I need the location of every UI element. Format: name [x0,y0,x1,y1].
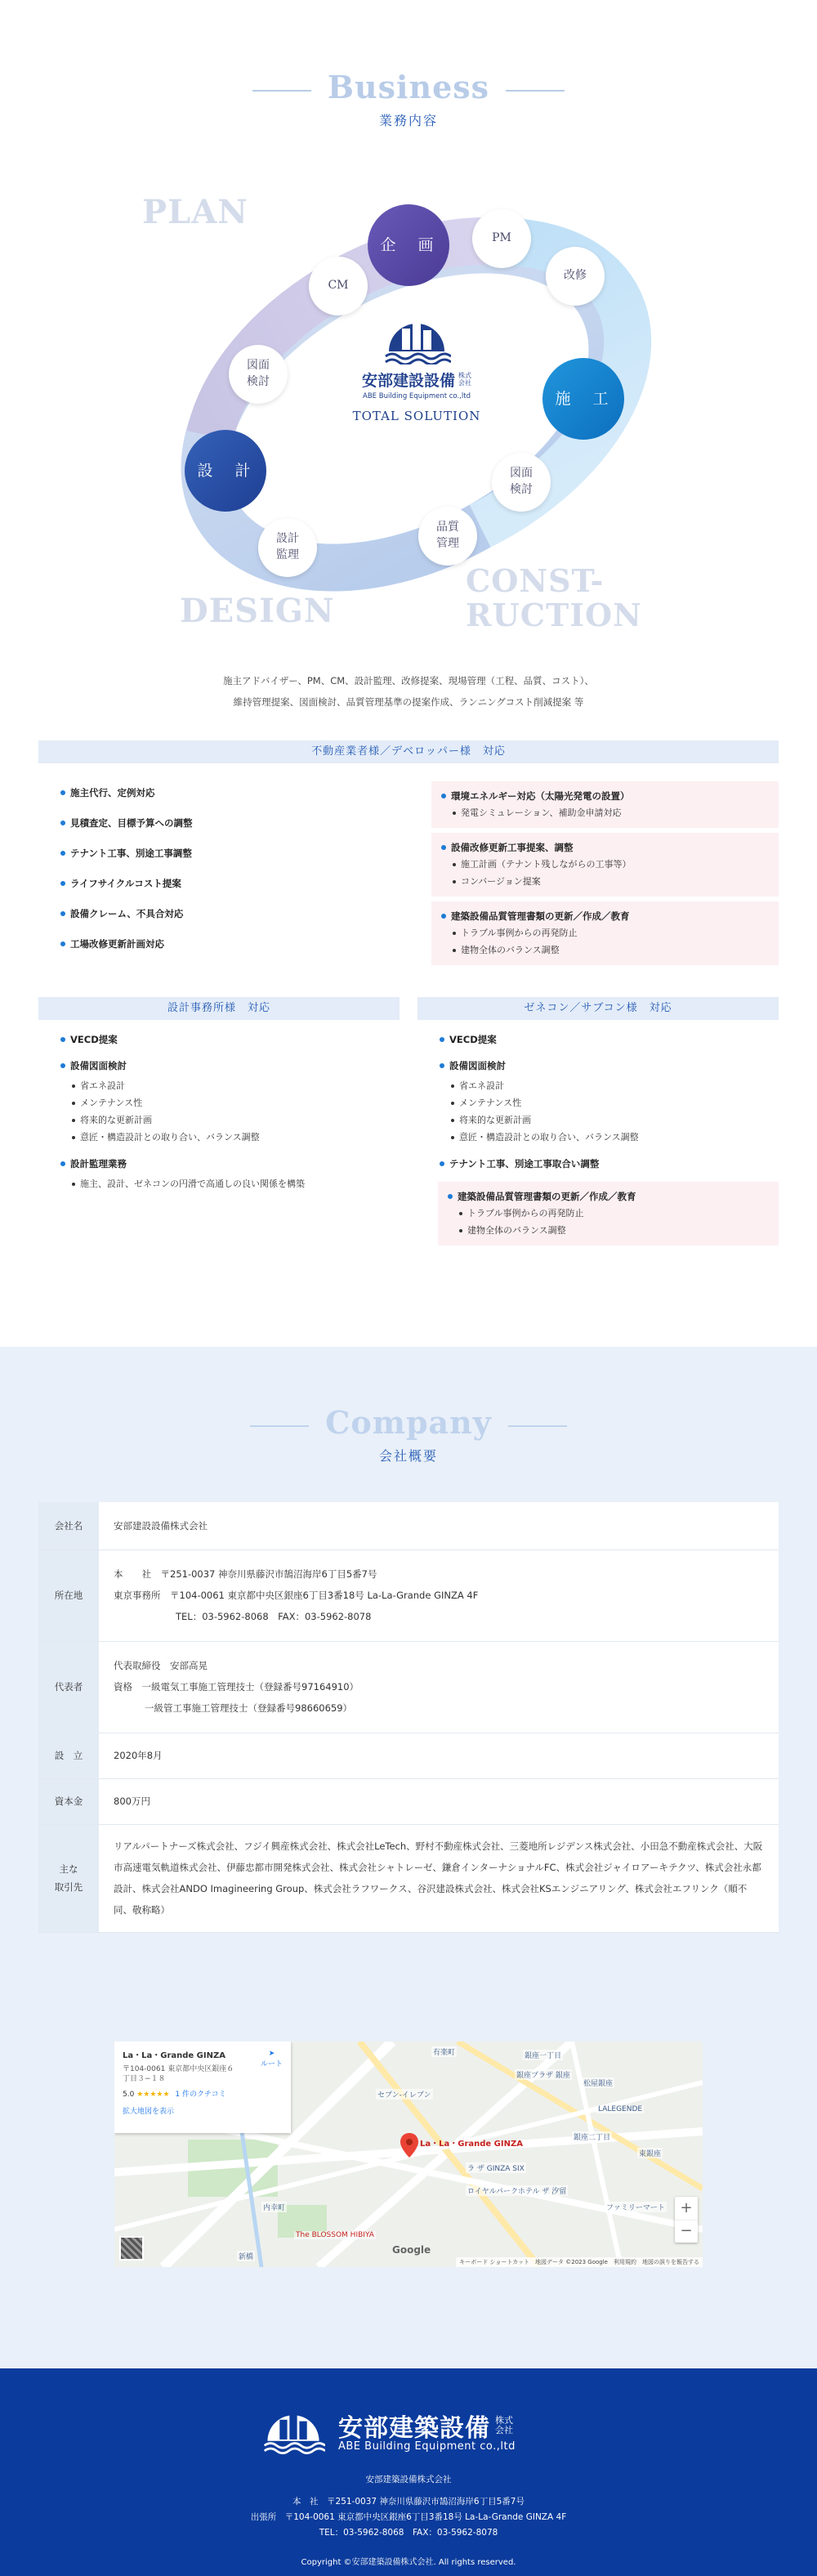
list-item: テナント工事、別途工事調整 [59,845,402,861]
zoom-out-button[interactable]: − [675,2220,698,2243]
footer-company-name: 安部建築設備株式会社 [365,2475,452,2484]
list-item: 見積査定、目標予算への調整 [59,815,402,831]
map-label: ロイヤルパークホテル ザ 汐留 [466,2185,568,2196]
sub-item: 省エネ設計 [59,1077,394,1094]
node-seko: 施 工 [542,358,624,440]
business-heading [0,69,817,129]
sub-item: 建物全体のバランス調整 [440,941,770,959]
services-line-2: 維持管理提案、図面検討、品質管理基準の提案作成、ランニングコスト削減提案 等 [233,696,584,708]
services-summary [0,670,817,713]
reviews-link[interactable]: 1 件のクチコミ [175,2091,226,2099]
google-logo: Google [392,2244,431,2256]
established-value: 2020年8月 [99,1733,779,1778]
developer-left-list [59,785,402,966]
route-button[interactable] [261,2050,283,2068]
street-view-thumbnail[interactable] [119,2236,144,2261]
heading-line-right [506,90,565,92]
sub-item: メンテナンス性 [438,1094,779,1111]
company-table [38,1502,779,1933]
total-solution-diagram [142,163,670,654]
list-item: 設備図面検討 [438,1058,779,1074]
list-item: 工場改修更新計画対応 [59,936,402,952]
list-item: ライフサイクルコスト提案 [59,875,402,892]
total-solution-label: TOTAL SOLUTION [352,409,481,423]
heading-line-left [252,90,311,92]
list-item: テナント工事、別途工事取合い調整 [438,1156,779,1172]
list-item: 建築設備品質管理書類の更新／作成／教育 [440,908,770,924]
sub-item: 意匠・構造設計との取り合い、バランス調整 [59,1129,394,1146]
company-heading [0,1404,817,1465]
design-office-header: 設計事務所様 対応 [38,997,400,1020]
sub-item: 発電シミュレーション、補助金申請対応 [440,804,770,821]
company-heading-en: Company [325,1404,492,1441]
table-row [38,1641,779,1733]
highlight-box [438,1182,779,1246]
footer-logo [261,2401,556,2458]
capital-value: 800万円 [99,1778,779,1824]
list-item: VECD提案 [59,1031,394,1048]
rep-line-2: 資格 一級電気工事施工管理技士（登録番号97164910） [114,1681,359,1693]
general-contractor-list [438,1031,779,1250]
node-kaishu: 改修 [546,247,605,306]
rating-value: 5.0 [123,2091,135,2099]
map-pin-icon [400,2133,418,2158]
footer-address [0,2494,817,2541]
company-name-value: 安部建設設備株式会社 [99,1502,779,1550]
address-line-2: 東京事務所 〒104-0061 東京都中央区銀座6丁目3番18号 La-La-Grande GINZA 4F [114,1590,479,1601]
sub-item: コンバージョン提案 [440,873,770,890]
zoom-in-button[interactable]: + [680,2199,693,2216]
sub-item: トラブル事例からの再発防止 [446,1205,770,1222]
list-item: 設備図面検討 [59,1058,394,1074]
map-label: 銀座二丁目 [572,2131,612,2142]
node-pm: PM [472,209,531,268]
sub-item: 将来的な更新計画 [59,1111,394,1129]
table-row [38,1733,779,1778]
business-heading-ja: 業務内容 [378,113,438,128]
list-item: 設備クレーム、不具合対応 [59,906,402,922]
sub-item: メンテナンス性 [59,1094,394,1111]
map-label: LALEGENDE [598,2105,643,2113]
map-label: 銀座プラザ 銀座 [515,2069,572,2080]
list-item: 設備改修更新工事提案、調整 [440,839,770,856]
sub-item: 施工計画（テナント残しながらの工事等） [440,856,770,873]
footer-logo-kabu: 株式 会社 [495,2414,513,2435]
general-contractor-header: ゼネコン／サブコン様 対応 [417,997,779,1020]
route-label: ルート [260,2060,283,2068]
footer-address-1: 本 社 〒251-0037 神奈川県藤沢市鵠沼海岸6丁目5番7号 [292,2497,525,2507]
map-label: セブン-イレブン [376,2089,433,2100]
company-heading-ja: 会社概要 [378,1448,438,1464]
highlight-box [431,781,779,828]
construction-label-1: CONST- [466,562,605,599]
node-cm: CM [309,257,368,315]
footer-address-2: 出張所 〒104-0061 東京都中央区銀座6丁目3番18号 La-La-Grande GINZA 4F [250,2512,567,2522]
building-logo-icon [261,2401,325,2455]
map-attribution: キーボード ショートカット 地図データ ©2023 Google 利用規約 地図の誤りを報告する [456,2257,703,2267]
map-pin[interactable] [400,2133,418,2160]
table-row [38,1778,779,1824]
footer-logo-en: ABE Building Equipment co.,ltd [338,2440,516,2453]
rating-stars-icon: ★★★★★ [136,2091,170,2099]
sub-item: トラブル事例からの再発防止 [440,924,770,941]
heading-line-left [250,1425,309,1427]
center-logo [343,311,490,423]
row-label: 会社名 [38,1502,99,1550]
plan-label: PLAN [142,193,248,231]
map-place-card [114,2042,291,2133]
center-logo-name: 安部建設設備 [361,372,455,390]
row-label: 設 立 [38,1733,99,1778]
sub-item: 省エネ設計 [438,1077,779,1094]
business-heading-en: Business [327,69,490,105]
developer-header: 不動産業者様／デベロッパー様 対応 [38,740,779,763]
sub-item: 意匠・構造設計との取り合い、バランス調整 [438,1129,779,1146]
list-item: 施主代行、定例対応 [59,785,402,801]
heading-line-right [508,1425,567,1427]
node-sekkei: 設 計 [185,430,266,512]
route-icon: ➤ [268,2050,275,2058]
map-label: 内幸町 [261,2202,287,2212]
address-line-3: TEL：03-5962-8068 FAX：03-5962-8078 [176,1611,372,1622]
design-label: DESIGN [180,592,335,630]
row-label: 主な 取引先 [38,1824,99,1932]
list-item: 建築設備品質管理書類の更新／作成／教育 [446,1188,770,1205]
map-label: 新橋 [237,2251,255,2261]
building-logo-icon [382,311,451,364]
table-row [38,1824,779,1932]
list-item: VECD提案 [438,1031,779,1048]
table-row [38,1550,779,1641]
sub-item: 建物全体のバランス調整 [446,1222,770,1239]
highlight-box [431,833,779,897]
footer-logo-name: 安部建築設備 [338,2414,490,2443]
footer [0,2368,817,2576]
map-label: 松屋銀座 [582,2077,614,2088]
node-zumen-kento: 図面 検討 [229,345,288,404]
rep-line-1: 代表取締役 安部高晃 [114,1660,208,1671]
center-logo-kabu: 株式 会社 [458,371,471,387]
sub-item: 将来的な更新計画 [438,1111,779,1129]
google-map[interactable] [114,2042,703,2267]
rep-line-3: 一級管工事施工管理技士（登録番号98660659） [145,1702,353,1714]
row-label: 資本金 [38,1778,99,1824]
developer-right-list [431,781,779,970]
table-row [38,1502,779,1550]
node-hinshitsu-kanri: 品質 管理 [418,507,477,566]
construction-label-2: RUCTION [466,597,642,633]
list-item: 環境エネルギー対応（太陽光発電の設置） [440,788,770,804]
center-logo-en: ABE Building Equipment co.,ltd [363,392,471,400]
clients-value: リアルパートナーズ株式会社、フジイ興産株式会社、株式会社LeTech、野村不動産株式会社、三菱地所レジデンス株式会社、小田急不動産株式会社、大阪市高速電気軌道株式会社、伊藤忠都市開発株式会社、株式会社シャトレーゼ、鎌倉インターナショナルFC、株式会社ジャイロアーキテクツ、株式会社永都設計、株式会社ANDO Imagineering Group、株式会社ラフワークス、谷沢建設株式会社、株式会社KSエンジニアリング、株式会社エフリンク（順不同、敬称略） [99,1824,779,1932]
zoom-controls [675,2197,698,2243]
list-item: 設計監理業務 [59,1156,394,1172]
map-pin-label: La・La・Grande GINZA [420,2140,523,2149]
map-label: 銀座一丁目 [523,2050,563,2060]
map-label: 有楽町 [431,2046,457,2057]
address-line-1: 本 社 〒251-0037 神奈川県藤沢市鵠沼海岸6丁目5番7号 [114,1568,377,1580]
map-label: ラ ザ GINZA SIX [466,2162,526,2173]
design-office-list [59,1031,394,1192]
node-sekkei-kanri: 設計 監理 [258,518,317,577]
footer-tel: TEL：03-5962-8068 FAX：03-5962-8078 [319,2528,498,2538]
map-label: The BLOSSOM HIBIYA [296,2231,374,2239]
node-zumen-kento-2: 図面 検討 [492,453,551,512]
enlarge-map-link[interactable]: 拡大地図を表示 [123,2108,175,2116]
row-label: 代表者 [38,1641,99,1733]
node-kikaku: 企 画 [368,204,449,286]
place-name: La・La・Grande GINZA [123,2051,225,2060]
sub-item: 施主、設計、ゼネコンの円滑で高通しの良い関係を構築 [59,1175,394,1192]
place-address: 〒104-0061 東京都中央区銀座６丁目３−１８ [123,2065,234,2083]
services-line-1: 施主アドバイザー、PM、CM、設計監理、改修提案、現場管理（工程、品質、コスト）、 [223,675,594,686]
highlight-box [431,901,779,965]
footer-copyright: Copyright ©安部建築設備株式会社. All rights reserved. [301,2558,516,2567]
map-label: ファミリーマート [605,2202,667,2212]
map-label: 東銀座 [637,2148,663,2158]
row-label: 所在地 [38,1550,99,1641]
